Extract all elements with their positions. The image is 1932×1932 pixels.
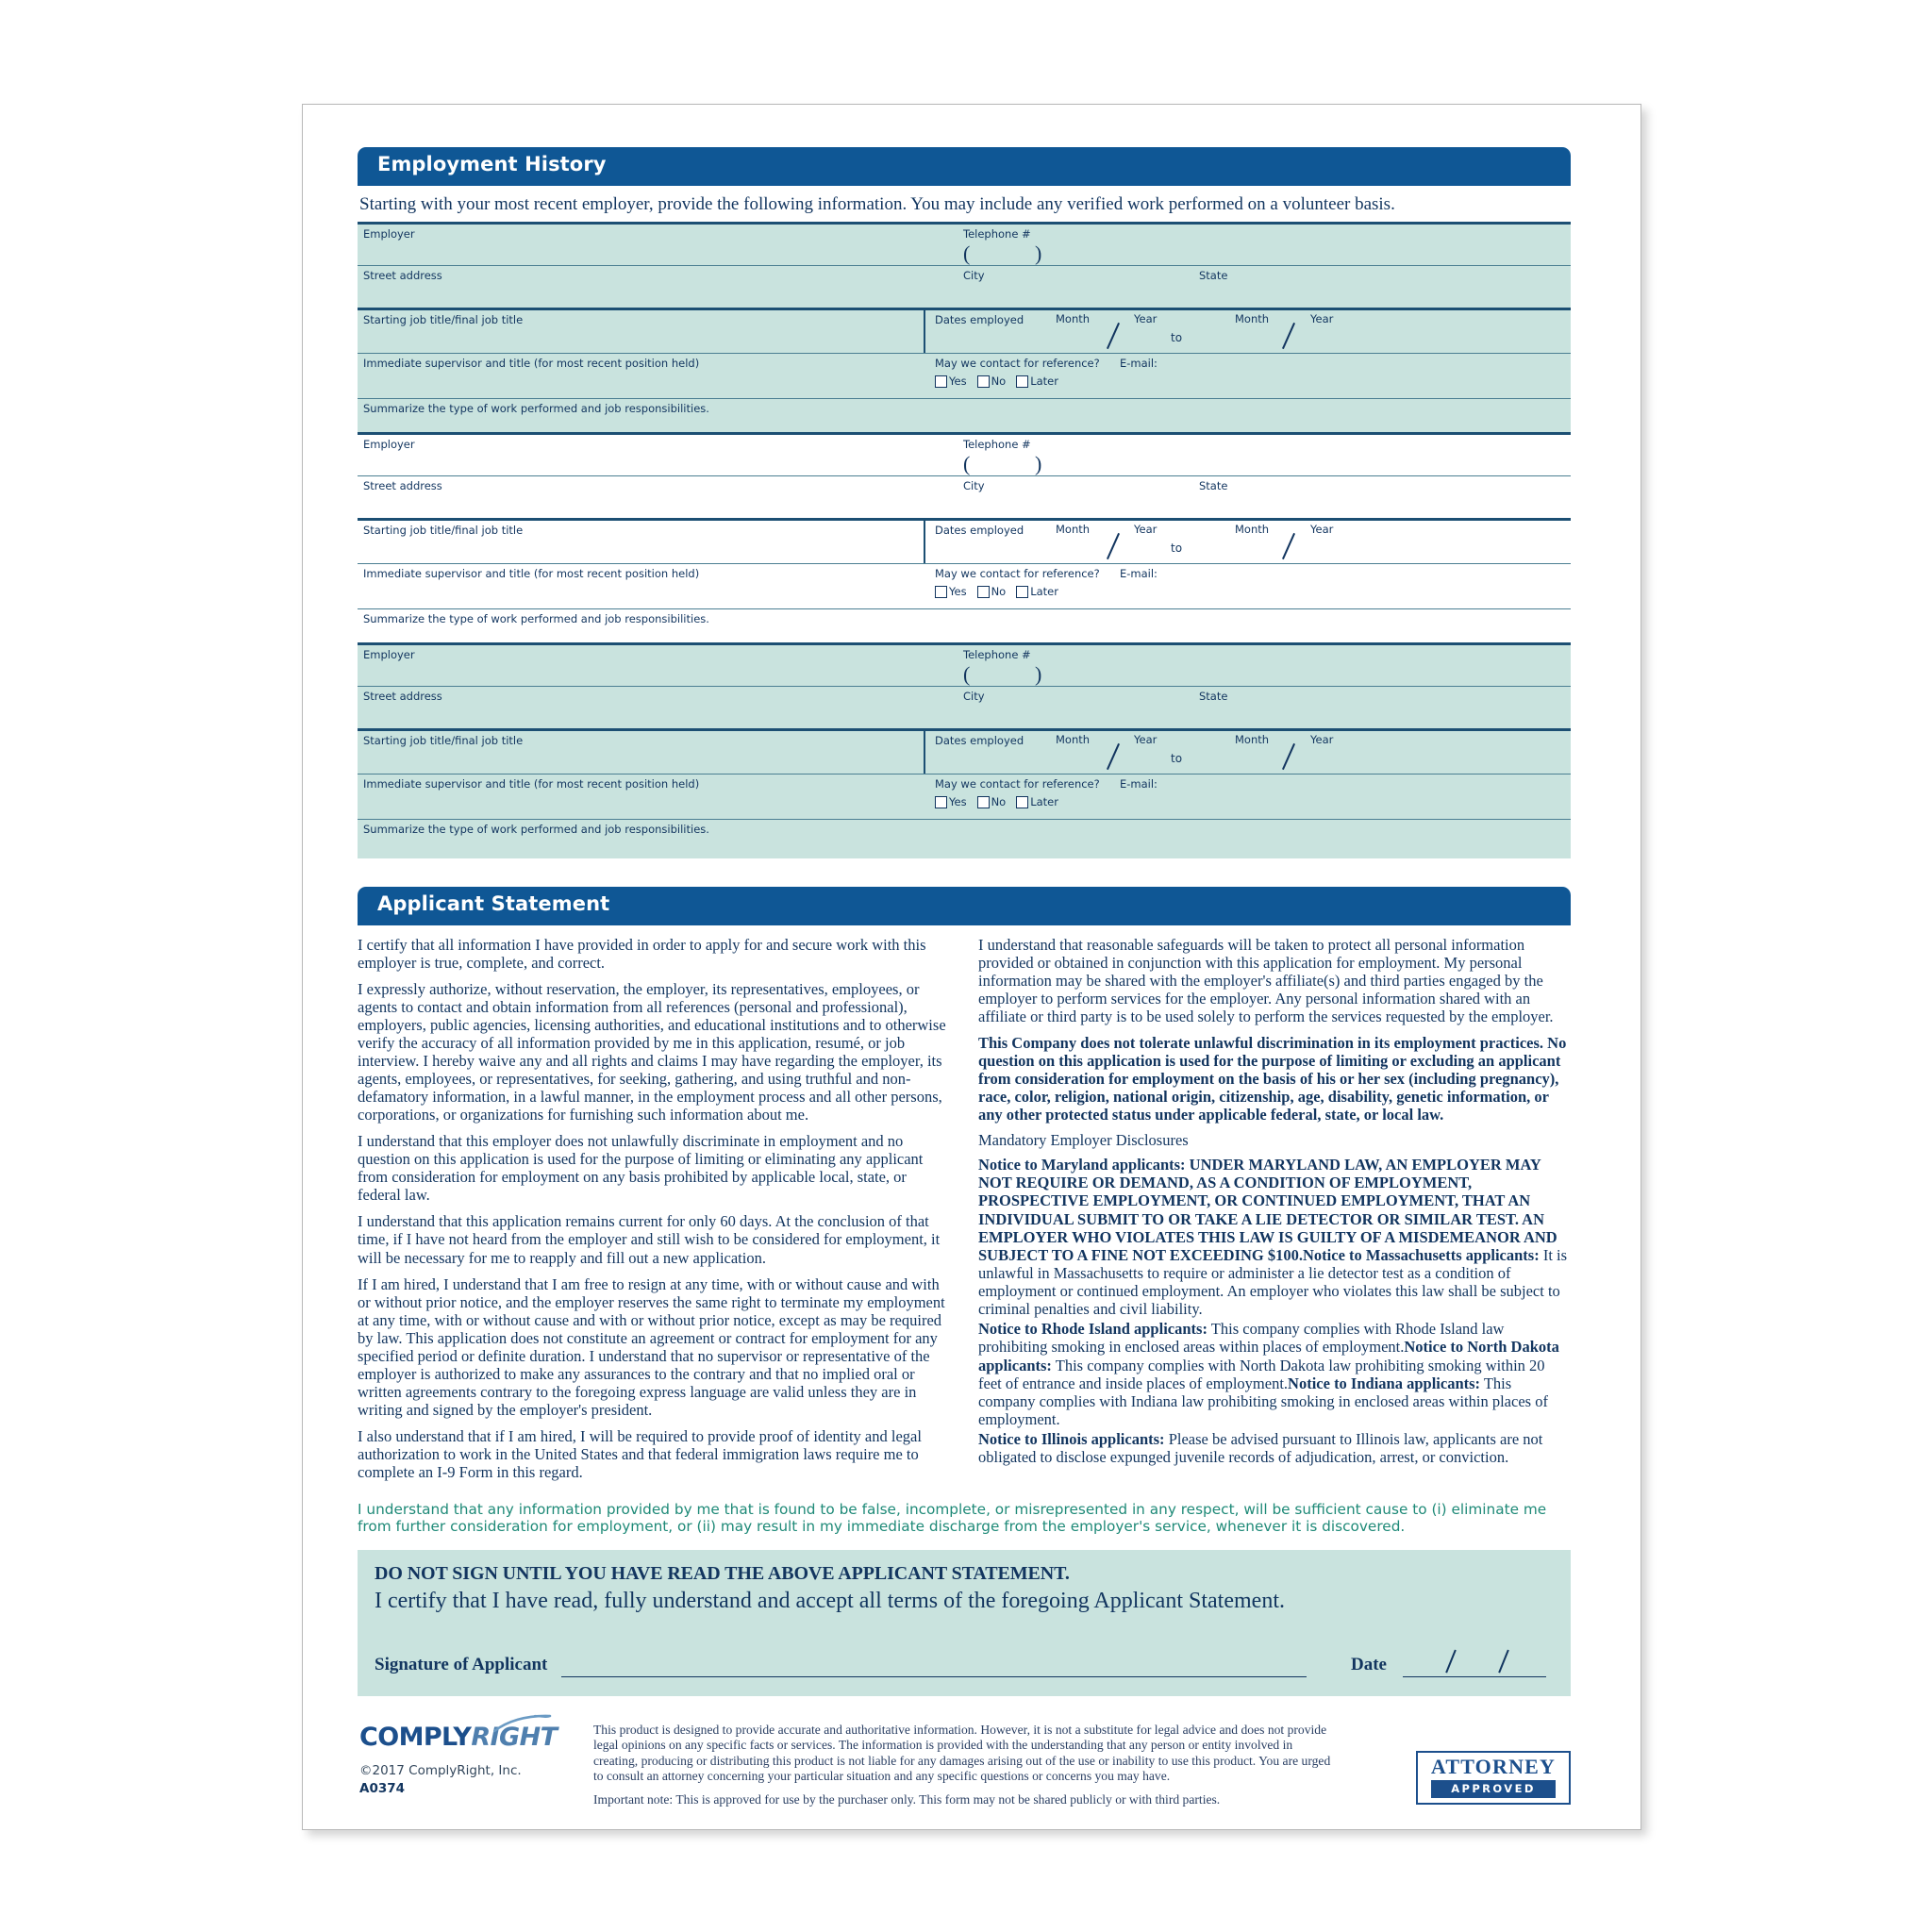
statement-right-column [978, 936, 1571, 1490]
reference-checkbox-group[interactable] [935, 585, 1058, 598]
mandatory-disclosures-heading: Mandatory Employer Disclosures [978, 1131, 1189, 1150]
telephone-label: Telephone # [963, 438, 1031, 452]
reference-option-no[interactable] [977, 375, 1007, 388]
state-label: State [1199, 479, 1228, 493]
work-summary-label: Summarize the type of work performed and job responsibilities. [363, 612, 709, 626]
supervisor-label: Immediate supervisor and title (for most recent position held) [363, 357, 700, 371]
state-label: State [1199, 690, 1228, 704]
paren-close-icon: ) [1035, 452, 1042, 476]
work-summary-row[interactable] [358, 608, 1571, 642]
checkbox-later[interactable] [1016, 796, 1028, 808]
reference-option-yes[interactable] [935, 585, 967, 598]
supervisor-label: Immediate supervisor and title (for most recent position held) [363, 777, 700, 791]
checkbox-yes[interactable] [935, 586, 947, 598]
dates-employed-label: Dates employed [935, 734, 1024, 748]
paren-close-icon: ) [1035, 662, 1042, 687]
notice-label: Notice to Indiana applicants: [1288, 1374, 1481, 1392]
state-label: State [1199, 269, 1228, 283]
checkbox-yes-label: Yes [949, 795, 967, 809]
paren-open-icon: ( [963, 662, 971, 687]
year-to-label: Year [1310, 523, 1334, 537]
employer-block-1 [358, 222, 1571, 432]
reference-option-no[interactable] [977, 795, 1007, 808]
reference-question-label: May we contact for reference? [935, 357, 1100, 371]
falsification-warning: I understand that any information provided by me that is found to be false, incomplete, or misrepresented in any respect, will be sufficient cause to (i) eliminate me from further consideration for employment, or (ii) may result in my immediate discharge from the employer's service, whenever it is discovered. [358, 1501, 1547, 1536]
disclaimer-text: This product is designed to provide accurate and authoritative information. However, it is not a substitute for legal advice and does not provide legal opinions on any specific facts or services. The information is provided with the understanding that any person or entity involved in creating, producing or distributing this product is not liable for any damages arising out of the use or inability to use this product. You are urged to consult an attorney concerning your particular situation and any specific questions or concerns you may have. [593, 1723, 1331, 1784]
employment-history-intro: Starting with your most recent employer, provide the following information. You may include any verified work performed on a volunteer basis. [359, 193, 1395, 214]
year-from-label: Year [1134, 733, 1158, 747]
dates-employed-label: Dates employed [935, 524, 1024, 538]
month-to-label: Month [1235, 523, 1270, 537]
logo-swoosh-icon [493, 1714, 552, 1733]
notice-rhode-island [978, 1320, 1571, 1428]
year-from-label: Year [1134, 523, 1158, 537]
checkbox-no-label: No [991, 375, 1007, 389]
reference-option-later[interactable] [1016, 585, 1058, 598]
employment-history-section [358, 147, 1571, 858]
city-label: City [963, 479, 985, 493]
checkbox-no-label: No [991, 585, 1007, 599]
notice-label: Notice to Maryland applicants: [978, 1156, 1186, 1174]
job-title-label: Starting job title/final job title [363, 524, 524, 538]
page-footer [358, 1721, 1571, 1834]
notice-label: Notice to Illinois applicants: [978, 1430, 1165, 1449]
employer-label: Employer [363, 648, 415, 662]
checkbox-yes[interactable] [935, 375, 947, 388]
notice-text: This company complies with Indiana law prohibiting smoking in enclosed areas within places of employment. [978, 1374, 1548, 1428]
checkbox-yes[interactable] [935, 796, 947, 808]
statement-paragraph: I understand that this application remains current for only 60 days. At the conclusion of that time, if I have not heard from the employer and still wish to be considered for employment, it will be necessary for me to reapply and fill out a new application. [358, 1212, 941, 1267]
to-label: to [1171, 331, 1183, 345]
supervisor-reference-row[interactable] [358, 563, 1571, 608]
email-label: E-mail: [1120, 357, 1158, 371]
job-title-dates-row[interactable] [358, 308, 1571, 353]
date-label: Date [1351, 1655, 1387, 1675]
badge-attorney-text: ATTORNEY [1430, 1755, 1557, 1779]
dates-employed-label: Dates employed [935, 313, 1024, 327]
do-not-sign-warning: DO NOT SIGN UNTIL YOU HAVE READ THE ABOVE APPLICANT STATEMENT. [375, 1563, 1070, 1585]
to-label: to [1171, 541, 1183, 556]
street-address-row[interactable] [358, 265, 1571, 308]
notice-illinois [978, 1430, 1571, 1466]
checkbox-no[interactable] [977, 586, 990, 598]
date-input-line[interactable] [1403, 1676, 1546, 1678]
month-to-label: Month [1235, 312, 1270, 326]
work-summary-row[interactable] [358, 819, 1571, 858]
month-from-label: Month [1056, 312, 1091, 326]
job-title-dates-row[interactable] [358, 518, 1571, 563]
street-address-label: Street address [363, 690, 442, 704]
month-from-label: Month [1056, 523, 1091, 537]
notice-label: Notice to Massachusetts applicants: [1303, 1245, 1540, 1264]
date-slash-to [1282, 533, 1295, 559]
notice-label: Notice to North Dakota applicants: [978, 1338, 1559, 1374]
notice-text: This company complies with North Dakota law prohibiting smoking within 20 feet of entrance and inside places of employment. [978, 1356, 1545, 1392]
logo-comply-text: COMPLY [359, 1723, 472, 1753]
section-header-employment-history: Employment History [358, 147, 1571, 183]
reference-question-label: May we contact for reference? [935, 567, 1100, 581]
checkbox-later-label: Later [1030, 585, 1058, 599]
city-label: City [963, 690, 985, 704]
notice-text: This company complies with Rhode Island law prohibiting smoking in enclosed areas within places of employment. [978, 1320, 1505, 1357]
form-code: A0374 [359, 1781, 406, 1797]
statement-left-column [358, 936, 950, 1490]
street-address-label: Street address [363, 269, 442, 283]
checkbox-later[interactable] [1016, 586, 1028, 598]
notice-text: Please be advised pursuant to Illinois law, applicants are not obligated to disclose expunged juvenile records of adjudication, arrest, or conviction. [978, 1430, 1543, 1467]
paren-open-icon: ( [963, 452, 971, 476]
copyright-text: ©2017 ComplyRight, Inc. [359, 1763, 522, 1779]
form-page [302, 104, 1641, 1830]
signature-line-row [375, 1636, 1554, 1677]
street-address-label: Street address [363, 479, 442, 493]
year-to-label: Year [1310, 733, 1334, 747]
date-slash-to [1282, 323, 1295, 349]
notice-label: Notice to Rhode Island applicants: [978, 1320, 1208, 1339]
street-address-row[interactable] [358, 686, 1571, 728]
city-label: City [963, 269, 985, 283]
work-summary-row[interactable] [358, 398, 1571, 432]
employer-row[interactable] [358, 222, 1571, 265]
year-from-label: Year [1134, 312, 1158, 326]
job-title-label: Starting job title/final job title [363, 734, 524, 748]
section-header-applicant-statement: Applicant Statement [358, 887, 1571, 923]
street-address-row[interactable] [358, 475, 1571, 518]
certify-statement: I certify that I have read, fully understand and accept all terms of the foregoing Applicant Statement. [375, 1589, 1285, 1614]
signature-panel [358, 1550, 1571, 1696]
employer-row[interactable] [358, 432, 1571, 475]
reference-option-later[interactable] [1016, 375, 1058, 388]
logo-right-text: RIGHT [471, 1723, 558, 1753]
supervisor-label: Immediate supervisor and title (for most recent position held) [363, 567, 700, 581]
attorney-approved-badge [1416, 1751, 1571, 1805]
statement-paragraph: I certify that all information I have provided in order to apply for and secure work with this employer is true, complete, and correct. [358, 935, 926, 972]
email-label: E-mail: [1120, 777, 1158, 791]
checkbox-later-label: Later [1030, 795, 1058, 809]
checkbox-yes-label: Yes [949, 585, 967, 599]
reference-option-no[interactable] [977, 585, 1007, 598]
statement-paragraph: I also understand that if I am hired, I will be required to provide proof of identity and legal authorization to work in the United States and that federal immigration laws require me to complete an I-9 Form in this regard. [358, 1426, 922, 1482]
paren-close-icon: ) [1035, 242, 1042, 266]
statement-paragraph: I expressly authorize, without reservation, the employer, its representatives, employees, or agents to contact and obtain information from all references (personal and professional), employers, public agencies, licensing authorities, and educational institutions and to otherwise verify the accuracy of all information provided by me in this application, resumé, or job interview. I hereby waive any and all rights and claims I may have regarding the employer, its agents, employees, or representatives, for seeking, gathering, and using truthful and non-defamatory information, in a lawful manner, in the employment process and all other persons, corporations, or organizations for furnishing such information about me. [358, 979, 946, 1124]
to-label: to [1171, 752, 1183, 766]
supervisor-reference-row[interactable] [358, 353, 1571, 398]
date-slash-2 [1498, 1650, 1508, 1674]
telephone-label: Telephone # [963, 227, 1031, 242]
reference-checkbox-group[interactable] [935, 795, 1058, 808]
column-divider [924, 521, 925, 566]
privacy-paragraph: I understand that reasonable safeguards will be taken to protect all personal information provided or obtained in conjunction with this application for employment. My personal information may be shared with the employer's affiliate(s) and third parties engaged by the employer to perform services for the employer. Any personal information shared with an affiliate or third party is to be used solely to perform the services requested by the employer. [978, 935, 1554, 1025]
work-summary-label: Summarize the type of work performed and job responsibilities. [363, 402, 709, 416]
date-slash-from [1107, 743, 1120, 770]
legal-disclaimer-block [593, 1723, 1339, 1817]
employer-label: Employer [363, 438, 415, 452]
paren-open-icon: ( [963, 242, 971, 266]
employer-block-2 [358, 432, 1571, 642]
reference-checkbox-group[interactable] [935, 375, 1058, 388]
signature-input-line[interactable] [561, 1676, 1307, 1678]
nondiscrimination-paragraph: This Company does not tolerate unlawful discrimination in its employment practices. No question on this application is used for the purpose of limiting or excluding an applicant from consideration for employment on the basis of his or her sex (including pregnancy), race, color, religion, national origin, citizenship, age, disability, genetic information, or any other protected status under applicable federal, state, or local law. [978, 1033, 1567, 1124]
statement-paragraph: I understand that this employer does not unlawfully discriminate in employment and no question on this application is used for the purpose of limiting or eliminating any applicant from consideration for employment on any basis prohibited by applicable local, state, or federal law. [358, 1132, 924, 1205]
date-slash-1 [1445, 1650, 1456, 1674]
month-from-label: Month [1056, 733, 1091, 747]
checkbox-yes-label: Yes [949, 375, 967, 389]
date-slash-to [1282, 743, 1295, 770]
employer-block-3 [358, 642, 1571, 858]
date-slash-from [1107, 323, 1120, 349]
work-summary-label: Summarize the type of work performed and job responsibilities. [363, 823, 709, 837]
job-title-label: Starting job title/final job title [363, 313, 524, 327]
badge-approved-text: APPROVED [1431, 1780, 1556, 1798]
month-to-label: Month [1235, 733, 1270, 747]
checkbox-no-label: No [991, 795, 1007, 809]
reference-option-yes[interactable] [935, 375, 967, 388]
checkbox-no[interactable] [977, 796, 990, 808]
column-divider [924, 310, 925, 356]
telephone-label: Telephone # [963, 648, 1031, 662]
email-label: E-mail: [1120, 567, 1158, 581]
important-note-text: Important note: This is approved for use by the purchaser only. This form may not be shared publicly or with third parties. [593, 1792, 1221, 1807]
statement-paragraph: If I am hired, I understand that I am free to resign at any time, with or without cause and with or without prior notice, and the employer reserves the same right to terminate my employment at any time, with or without cause and with or without prior notice, except as may be required by law. This application does not constitute an agreement or contract for employment for any specified period or definite duration. I understand that no supervisor or representative of the employer is authorized to make any assurances to the contrary and that no implied oral or written agreements contrary to the foregoing express language are valid unless they are in writing and signed by the employer's president. [358, 1274, 945, 1419]
signature-label: Signature of Applicant [375, 1655, 548, 1675]
column-divider [924, 731, 925, 776]
checkbox-later-label: Later [1030, 375, 1058, 389]
complyright-logo [359, 1724, 558, 1796]
employer-row[interactable] [358, 642, 1571, 686]
notice-text: It is unlawful in Massachusetts to require or administer a lie detector test as a condition of employment or continued employment. An employer who violates this law shall be subject to criminal penalties and civil liability. [978, 1245, 1568, 1319]
year-to-label: Year [1310, 312, 1334, 326]
reference-option-yes[interactable] [935, 795, 967, 808]
reference-option-later[interactable] [1016, 795, 1058, 808]
reference-question-label: May we contact for reference? [935, 777, 1100, 791]
employer-label: Employer [363, 227, 415, 242]
notice-text: UNDER MARYLAND LAW, AN EMPLOYER MAY NOT REQUIRE OR DEMAND, AS A CONDITION OF EMPLOYMENT, PROSPECTIVE EMPLOYMENT, OR CONTINUED EMPLOYMENT, THAT AN INDIVIDUAL SUBMIT TO OR TAKE A LIE DETECTOR OR SIMILAR TEST. AN EMPLOYER WHO VIOLATES THIS LAW IS GUILTY OF A MISDEMEANOR AND SUBJECT TO A FINE NOT EXCEEDING $100. [978, 1156, 1557, 1264]
supervisor-reference-row[interactable] [358, 774, 1571, 819]
checkbox-no[interactable] [977, 375, 990, 388]
applicant-statement-section [358, 887, 1571, 1535]
notice-maryland [978, 1156, 1571, 1318]
job-title-dates-row[interactable] [358, 728, 1571, 774]
date-slash-from [1107, 533, 1120, 559]
checkbox-later[interactable] [1016, 375, 1028, 388]
